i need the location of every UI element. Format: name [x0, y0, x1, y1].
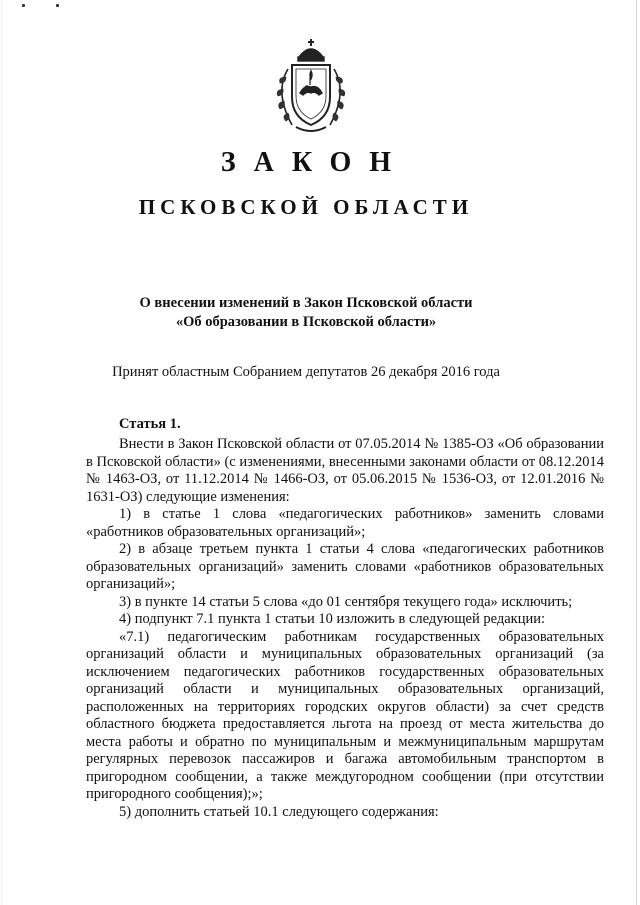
article-paragraph: 2) в абзаце третьем пункта 1 статьи 4 слова «педагогических работников образовательных организаций» заменить словами «работников образовательных организаций»; — [86, 541, 604, 592]
article-paragraph: 3) в пункте 14 статьи 5 слова «до 01 сентября текущего года» исключить; — [119, 593, 573, 610]
article-title: Статья 1. — [119, 416, 181, 432]
article-paragraph: 5) дополнить статьей 10.1 следующего содержания: — [119, 803, 439, 820]
article-paragraph: 4) подпункт 7.1 пункта 1 статьи 10 изложить в следующей редакции: — [119, 611, 546, 627]
law-title: ЗАКОН — [220, 147, 410, 178]
scan-mark-right — [56, 4, 59, 7]
article-body — [86, 436, 604, 821]
page-edge-right — [636, 0, 637, 905]
adoption-statement: Принят областным Собранием депутатов 26 декабря 2016 года — [112, 364, 500, 380]
article-paragraph: Внести в Закон Псковской области от 07.05.2014 № 1385-ОЗ «Об образовании в Псковской области» (с изменениями, внесенными законами области от 08.12.2014 № 1463-ОЗ, от 11.12.2014 № 1466-ОЗ, от 05.06.2015 № 1536-ОЗ, от 12.01.2016 № 1631-ОЗ) следующие изменения: — [86, 436, 604, 505]
scan-mark-left — [22, 4, 25, 7]
document-heading-line-1: О внесении изменений в Закон Псковской области — [139, 295, 473, 311]
page-edge-left — [1, 0, 2, 905]
document-heading — [90, 294, 522, 332]
document-heading-line-2: «Об образовании в Псковской области» — [175, 314, 437, 330]
region-title: ПСКОВСКОЙ ОБЛАСТИ — [138, 195, 474, 219]
article-paragraph: «7.1) педагогическим работникам государственных образовательных организаций области и муниципальных образовательных организаций (за исключением педагогических работников государственных образовательных организаций области и муниципальных образовательных организаций, расположенных на территориях городских округов области) за счет средств областного бюджета предоставляется льгота на проезд от места жительства до места работы и обратно по муниципальным и межмуниципальным маршрутам регулярных перевозок пассажиров и багажа автомобильным транспортом в пригородном сообщении, а также междугородном сообщении (при отсутствии пригородного сообщения);»; — [86, 628, 604, 802]
article-paragraph: 1) в статье 1 слова «педагогических работников» заменить словами «работников образовательных организаций»; — [86, 506, 604, 540]
coat-of-arms-emblem — [266, 37, 356, 137]
